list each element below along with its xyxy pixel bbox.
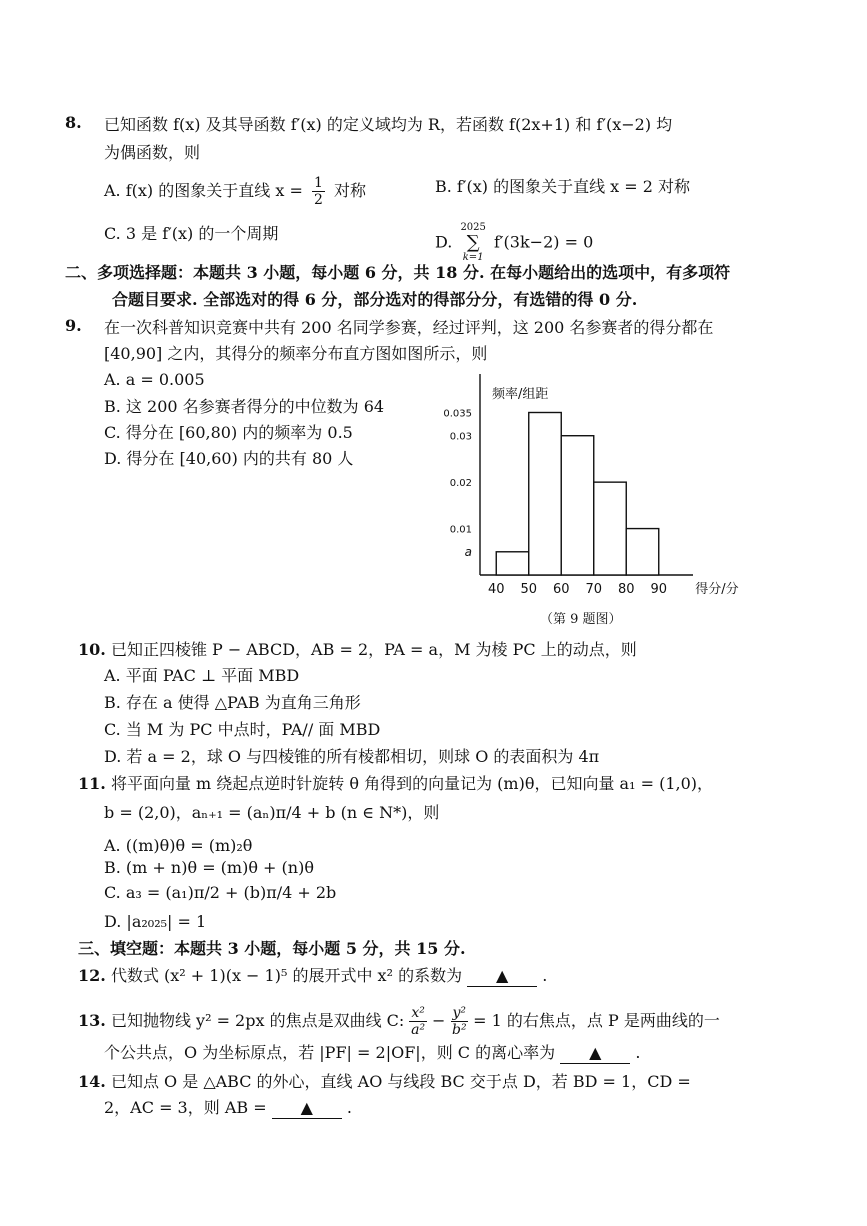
y-axis-label: 频率/组距 bbox=[492, 387, 549, 402]
q8-stem-line1: 已知函数 f(x) 及其导函数 f′(x) 的定义域均为 R，若函数 f(2x+1) 和 f′(x−2) 均 bbox=[104, 115, 673, 134]
y-tick-label-0.03: 0.03 bbox=[449, 431, 472, 443]
q8-sum-symbol: ∑ bbox=[466, 232, 480, 253]
q14-question bbox=[78, 1070, 691, 1094]
histogram-bar-[80,90] bbox=[626, 529, 659, 575]
x-tick-label-90: 90 bbox=[650, 582, 668, 597]
histogram-bar-[50,60) bbox=[529, 413, 562, 576]
q9-figure-caption: （第 9 题图） bbox=[540, 612, 622, 627]
q14-stem-line2 bbox=[104, 1096, 352, 1120]
q12-stem: 代数式 (x² + 1)(x − 1)⁵ 的展开式中 x² 的系数为 bbox=[110, 966, 463, 985]
q13-stem-pre: 已知抛物线 y² = 2px 的焦点是双曲线 C: bbox=[110, 1011, 405, 1030]
q13-fraction-x-numerator: x² bbox=[411, 1005, 425, 1021]
q14-stem-line1: 已知点 O 是 △ABC 的外心，直线 AO 与线段 BC 交于点 D，若 BD = 1，CD = bbox=[110, 1072, 691, 1091]
q9-number: 9. bbox=[65, 316, 82, 335]
q11-option-c: C. a₃ = (a₁)π/2 + (b)π/4 + 2b bbox=[104, 883, 337, 902]
q14-answer-blank: ▲ bbox=[272, 1098, 342, 1119]
x-tick-label-40: 40 bbox=[487, 582, 505, 597]
q11-option-b: B. (m + n)θ = (m)θ + (n)θ bbox=[104, 858, 314, 877]
q9-histogram-svg bbox=[440, 370, 740, 640]
q14-line2-end: . bbox=[346, 1098, 352, 1117]
q9-option-c: C. 得分在 [60,80) 内的频率为 0.5 bbox=[104, 423, 353, 442]
x-axis-label: 得分/分 bbox=[695, 582, 739, 597]
x-tick-label-70: 70 bbox=[585, 582, 603, 597]
histogram-bar-[40,50) bbox=[496, 552, 529, 575]
q8-option-a-pre: A. f(x) 的图象关于直线 x = bbox=[104, 181, 303, 200]
q8-option-d-pre: D. bbox=[435, 232, 453, 252]
q11-option-d: D. |a₂₀₂₅| = 1 bbox=[104, 912, 207, 931]
histogram-bar-[70,80) bbox=[594, 482, 627, 575]
q11-question bbox=[78, 772, 713, 796]
q10-option-d: D. 若 a = 2，球 O 与四棱锥的所有棱都相切，则球 O 的表面积为 4π bbox=[104, 747, 600, 766]
q13-fraction-x bbox=[409, 1005, 427, 1038]
q8-option-d-post: f′(3k−2) = 0 bbox=[493, 232, 594, 252]
q9-stem-line2: [40,90] 之内，其得分的频率分布直方图如图所示，则 bbox=[104, 344, 488, 363]
q10-number: 10. bbox=[78, 640, 106, 659]
q13-fraction-y-denominator: b² bbox=[451, 1022, 467, 1038]
q8-option-c: C. 3 是 f′(x) 的一个周期 bbox=[104, 224, 279, 243]
q8-number: 8. bbox=[65, 113, 82, 132]
q13-fraction-y bbox=[451, 1005, 469, 1038]
section2-header-line2: 合题目要求. 全部选对的得 6 分，部分选对的得部分分，有选错的得 0 分. bbox=[112, 290, 638, 309]
q12-number: 12. bbox=[78, 966, 106, 985]
q12-question bbox=[78, 964, 547, 988]
q9-option-b: B. 这 200 名参赛者得分的中位数为 64 bbox=[104, 397, 385, 416]
q8-option-a-fraction bbox=[312, 175, 325, 208]
q13-stem-mid: = 1 的右焦点，点 P 是两曲线的一 bbox=[473, 1011, 720, 1030]
q13-fraction-y-numerator: y² bbox=[452, 1005, 467, 1021]
x-tick-label-60: 60 bbox=[552, 582, 570, 597]
q8-sum-upper: 2025 bbox=[460, 222, 486, 233]
histogram-bars bbox=[496, 413, 659, 576]
section2-header-line1: 二、多项选择题：本题共 3 小题，每小题 6 分，共 18 分. 在每小题给出的选项中，有多项符 bbox=[65, 263, 731, 282]
q10-option-a: A. 平面 PAC ⊥ 平面 MBD bbox=[104, 666, 300, 685]
q13-line2-text: 个公共点，O 为坐标原点，若 |PF| = 2|OF|，则 C 的离心率为 bbox=[104, 1043, 556, 1062]
q13-stem-line2 bbox=[104, 1041, 640, 1065]
q9-histogram bbox=[440, 370, 740, 640]
q8-option-b: B. f′(x) 的图象关于直线 x = 2 对称 bbox=[435, 177, 691, 196]
q12-answer-blank: ▲ bbox=[467, 966, 537, 987]
q9-option-d: D. 得分在 [40,60) 内的共有 80 人 bbox=[104, 449, 354, 468]
q13-answer-blank: ▲ bbox=[560, 1043, 630, 1064]
section3-header: 三、填空题：本题共 3 小题，每小题 5 分，共 15 分. bbox=[78, 939, 466, 958]
y-tick-label-a: a bbox=[464, 544, 472, 559]
histogram-bar-[60,70) bbox=[561, 436, 594, 575]
q10-question bbox=[78, 638, 637, 662]
q13-question bbox=[78, 1005, 720, 1038]
y-tick-label-0.02: 0.02 bbox=[449, 478, 472, 490]
q8-option-d-summation bbox=[460, 222, 485, 264]
q8-option-a-numerator: 1 bbox=[313, 175, 323, 191]
q11-number: 11. bbox=[78, 774, 106, 793]
y-tick-label-0.035: 0.035 bbox=[443, 408, 472, 420]
q13-fraction-x-denominator: a² bbox=[411, 1022, 426, 1038]
q8-stem-line2: 为偶函数，则 bbox=[104, 143, 201, 162]
q10-stem: 已知正四棱锥 P − ABCD，AB = 2，PA = a，M 为棱 PC 上的动点，则 bbox=[110, 640, 637, 659]
q10-option-c: C. 当 M 为 PC 中点时，PA// 面 MBD bbox=[104, 720, 381, 739]
q13-minus: − bbox=[432, 1011, 446, 1030]
q8-option-a-post: 对称 bbox=[333, 181, 366, 200]
q8-option-a-denominator: 2 bbox=[313, 192, 323, 208]
q11-stem-line1: 将平面向量 m 绕起点逆时针旋转 θ 角得到的向量记为 (m)θ，已知向量 a₁ = (1,0)， bbox=[110, 774, 714, 793]
q11-option-a: A. ((m)θ)θ = (m)₂θ bbox=[104, 836, 253, 855]
q11-stem-line2: b = (2,0)，aₙ₊₁ = (aₙ)π/4 + b (n ∈ N*)，则 bbox=[104, 803, 440, 822]
q8-sum-lower: k=1 bbox=[462, 252, 484, 263]
q14-number: 14. bbox=[78, 1072, 106, 1091]
q10-option-b: B. 存在 a 使得 △PAB 为直角三角形 bbox=[104, 693, 361, 712]
x-tick-label-80: 80 bbox=[617, 582, 635, 597]
q9-option-a: A. a = 0.005 bbox=[104, 370, 205, 389]
q9-stem-line1: 在一次科普知识竞赛中共有 200 名同学参赛，经过评判，这 200 名参赛者的得分都在 bbox=[104, 318, 714, 337]
x-tick-label-50: 50 bbox=[520, 582, 538, 597]
y-tick-label-0.01: 0.01 bbox=[449, 524, 472, 536]
q13-line2-end: . bbox=[635, 1043, 641, 1062]
q13-number: 13. bbox=[78, 1011, 106, 1030]
q14-line2-text: 2，AC = 3，则 AB = bbox=[104, 1098, 267, 1117]
q8-option-d bbox=[435, 222, 593, 264]
q8-option-a bbox=[104, 175, 366, 208]
q12-stem-end: . bbox=[542, 966, 548, 985]
